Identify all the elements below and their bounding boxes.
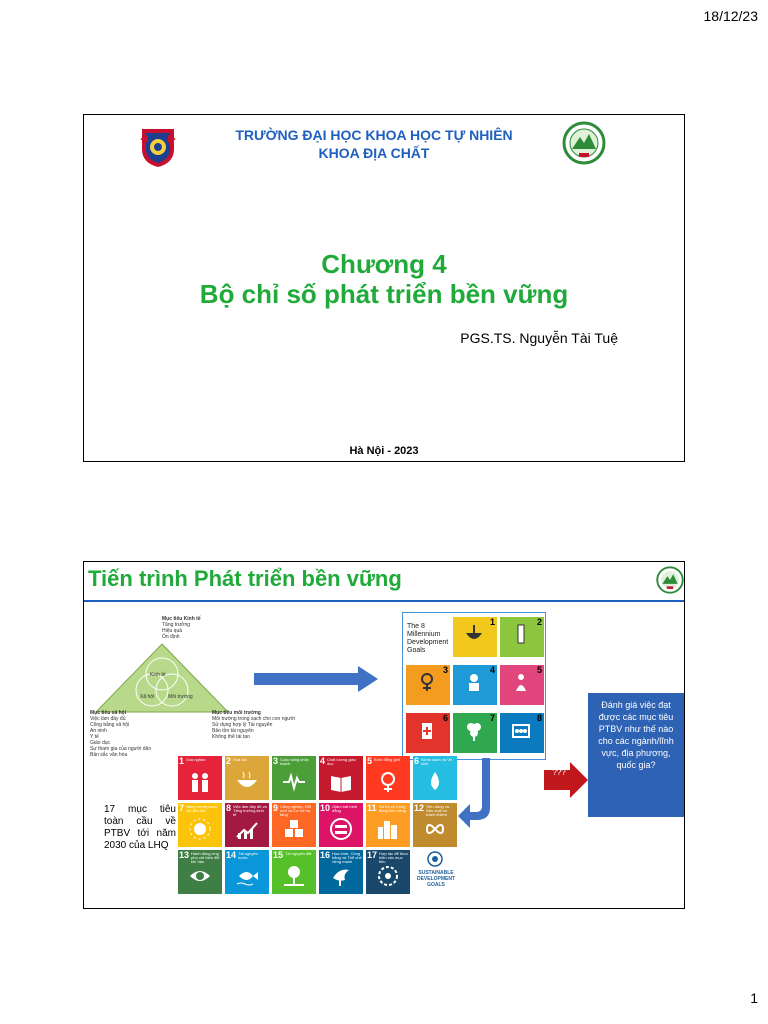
social-item: Y tế (90, 734, 99, 740)
environment-goals (212, 710, 295, 740)
family-icon (188, 770, 212, 794)
university-name (204, 126, 544, 162)
question-marks: ??? (552, 768, 566, 777)
dove-icon (329, 864, 353, 888)
mdg-goal-icon (416, 671, 438, 693)
sdg-goal-tile (319, 850, 363, 894)
sdg-goal-tile (225, 850, 269, 894)
book-icon (329, 770, 353, 794)
sdg-goal-number: 8 (226, 803, 232, 813)
sdg-goal-tile (272, 850, 316, 894)
fish-icon (235, 864, 259, 888)
sdg-goal-tile (366, 756, 410, 800)
sdg-logo-line: GOALS (427, 882, 445, 888)
mdg-panel (402, 612, 546, 760)
economic-heading: Mục tiêu Kinh tế (162, 616, 201, 622)
mdg-goal-number: 2 (536, 617, 542, 627)
place-year: Hà Nội - 2023 (349, 445, 419, 457)
mdg-goal-tile (453, 617, 497, 657)
sdg-goal-number: 5 (367, 756, 373, 766)
infinity-icon (423, 817, 447, 841)
heartbeat-icon (282, 770, 306, 794)
mdg-goal-number: 1 (489, 617, 495, 627)
sdg-goal-number: 15 (273, 850, 284, 860)
sdg-goal-tile (366, 803, 410, 847)
sdg-goal-label: Năng lượng sạch và hiện đại (186, 804, 217, 813)
mdg-heading-line: Development (407, 639, 449, 646)
sdg-goal-label: Chất lượng giáo dục (327, 757, 356, 766)
chapter-title (144, 249, 624, 309)
sdg-logo-text (415, 870, 457, 888)
mdg-goal-tile (500, 665, 544, 705)
sdg-goal-number: 9 (273, 803, 279, 813)
sdg-goal-number: 16 (320, 850, 331, 860)
mdg-goal-icon (510, 623, 532, 645)
social-item: Công bằng xã hội (90, 722, 130, 728)
sdg-goal-tile (272, 756, 316, 800)
environment-item: Không thể tái tạo (212, 734, 250, 740)
sdg-goal-tile (178, 756, 222, 800)
sdg-goal-label: Công nghiệp, Đổi mới và Cơ sở hạ tầng (280, 804, 311, 817)
sdg-goal-tile (319, 756, 363, 800)
sdg-logo-line: DEVELOPMENT (416, 876, 456, 882)
sdg-goal-tile (225, 803, 269, 847)
sdg-goal-number: 12 (414, 803, 425, 813)
economic-item: Hiệu quả (162, 628, 183, 634)
mdg-goal-icon (510, 719, 532, 741)
arrow-right-icon (254, 666, 378, 692)
mdg-goal-tile (406, 713, 450, 753)
sdg-caption: 17 mục tiêu toàn cầu về PTBV tới năm 2030 của LHQ (104, 804, 176, 851)
sdg-goal-label: Nước sạch và Vệ sinh (421, 757, 453, 766)
economic-goals (162, 616, 201, 640)
author-name: PGS.TS. Nguyễn Tài Tuệ (460, 330, 618, 346)
circle-label: Xã hội (140, 694, 155, 700)
sdg-goal-label: Hành động ứng phó với biến đổi khí hậu (191, 851, 220, 864)
faculty-line: KHOA ĐỊA CHẤT (318, 145, 430, 161)
geology-faculty-logo-icon (562, 121, 606, 165)
sdg-goal-number: 3 (273, 756, 279, 766)
chapter-number: Chương 4 (321, 249, 447, 279)
tree-icon (282, 864, 306, 888)
mdg-heading-line: Millennium (407, 631, 441, 638)
flower-ring-icon (376, 864, 400, 888)
sdg-goal-label: Cuộc sống khỏe mạnh (280, 757, 309, 766)
environment-item: Môi trường trong sạch cho con người (212, 716, 296, 722)
mdg-goal-tile (453, 665, 497, 705)
mdg-heading-line: The 8 (407, 623, 425, 630)
sdg-goal-label: Bình đẳng giới (374, 757, 400, 762)
economic-item: Tăng trưởng (162, 622, 191, 628)
curved-arrow-down-icon (456, 758, 496, 834)
sdg-goal-tile (272, 803, 316, 847)
sdg-goal-label: Xóa đói (233, 757, 247, 762)
sdg-goal-number: 7 (179, 803, 185, 813)
mdg-goal-number: 6 (442, 713, 448, 723)
mdg-heading-line: Goals (407, 647, 426, 654)
question-box: Đánh giá việc đạt được các mục tiêu PTBV như thế nào cho các ngành/lĩnh vực, địa phương, quốc gia? (588, 693, 684, 817)
slide-title: Tiến trình Phát triển bền vững (88, 566, 402, 591)
growth-chart-icon (235, 817, 259, 841)
sdg-goal-label: Xóa nghèo (186, 757, 206, 762)
mdg-goal-icon (416, 719, 438, 741)
sdg-goal-label: Tiêu dùng và Sản xuất có trách nhiệm (426, 804, 449, 817)
mdg-heading (407, 623, 451, 655)
sdg-goal-number: 13 (179, 850, 190, 860)
social-item: Sự tham gia của người dân (90, 746, 152, 752)
gender-icon (376, 770, 400, 794)
process-slide (83, 561, 685, 909)
sdg-goal-number: 2 (226, 756, 232, 766)
chapter-name: Bộ chỉ số phát triển bền vững (199, 279, 569, 309)
eye-icon (188, 864, 212, 888)
sdg-goal-label: Tài nguyên đất (285, 851, 312, 856)
sdg-goal-label: Việc làm đầy đủ và Tăng trưởng kinh tế (233, 804, 267, 817)
sdg-goal-number: 17 (367, 850, 378, 860)
equal-icon (329, 817, 353, 841)
mdg-goal-icon (463, 623, 485, 645)
sun-icon (188, 817, 212, 841)
geology-faculty-logo-icon (656, 566, 684, 594)
sdg-goal-tile (413, 756, 457, 800)
environment-item: Bảo tồn tài nguyên (212, 728, 254, 734)
mdg-goal-number: 3 (442, 665, 448, 675)
sdg-goal-number: 11 (367, 803, 377, 813)
water-drop-icon (423, 770, 447, 794)
bowl-icon (235, 770, 259, 794)
title-divider (84, 600, 684, 602)
mdg-goal-tile (453, 713, 497, 753)
city-icon (376, 817, 400, 841)
social-item: An ninh (90, 728, 107, 734)
social-goals (90, 710, 151, 758)
sdg-goal-number: 4 (320, 756, 326, 766)
mdg-goal-tile (406, 665, 450, 705)
sdg-goal-tile (366, 850, 410, 894)
mdg-goal-number: 8 (536, 713, 542, 723)
environment-item: Sử dụng hợp lý Tài nguyên (212, 722, 273, 728)
mdg-goal-number: 4 (489, 665, 495, 675)
circle-label: Môi trường (168, 694, 193, 700)
university-line: TRƯỜNG ĐẠI HỌC KHOA HỌC TỰ NHIÊN (235, 127, 513, 143)
environment-heading: Mục tiêu môi trường (212, 710, 261, 716)
sdg-goal-tile (413, 803, 457, 847)
cubes-icon (282, 817, 306, 841)
sdg-goal-number: 6 (414, 756, 420, 766)
sdg-goal-label: Tài nguyên nước (238, 851, 258, 860)
social-item: Giáo dục (90, 740, 111, 746)
sdg-goal-tile (178, 803, 222, 847)
sdg-goal-tile (319, 803, 363, 847)
sdg-goal-label: Hòa bình, Công bằng và Thể chế vững mạnh (332, 851, 362, 864)
mdg-goal-tile (500, 617, 544, 657)
sdg-grid (178, 756, 460, 900)
social-heading: Mục tiêu xã hội (90, 710, 127, 716)
mdg-goal-icon (463, 719, 485, 741)
mdg-goal-number: 7 (489, 713, 495, 723)
social-item: Bản sắc văn hóa (90, 752, 128, 758)
social-item: Việc làm đầy đủ (90, 716, 126, 722)
sdg-logo-tile (413, 850, 457, 894)
mdg-goal-number: 5 (536, 665, 542, 675)
sdg-goal-tile (178, 850, 222, 894)
page-date: 18/12/23 (703, 8, 758, 24)
sdg-goal-label: Giảm bất bình đẳng (332, 804, 358, 813)
sdg-logo-line: SUSTAINABLE (418, 870, 454, 876)
title-slide (83, 114, 685, 462)
circle-label: Kinh tế (150, 672, 166, 678)
mdg-goal-icon (510, 671, 532, 693)
page-number: 1 (750, 990, 758, 1006)
sdg-goal-number: 10 (320, 803, 331, 813)
sdg-goal-number: 14 (226, 850, 237, 860)
sdg-goal-label: Đô thị và Cộng đồng bền vững (379, 804, 406, 813)
mdg-goal-icon (463, 671, 485, 693)
sdg-goal-tile (225, 756, 269, 800)
mdg-goal-tile (500, 713, 544, 753)
sdg-goal-number: 1 (179, 756, 185, 766)
sdg-goal-label: Hợp tác để thực hiện các mục tiêu (379, 851, 408, 864)
economic-item: Ổn định (162, 634, 180, 640)
university-logo-icon (136, 125, 180, 169)
